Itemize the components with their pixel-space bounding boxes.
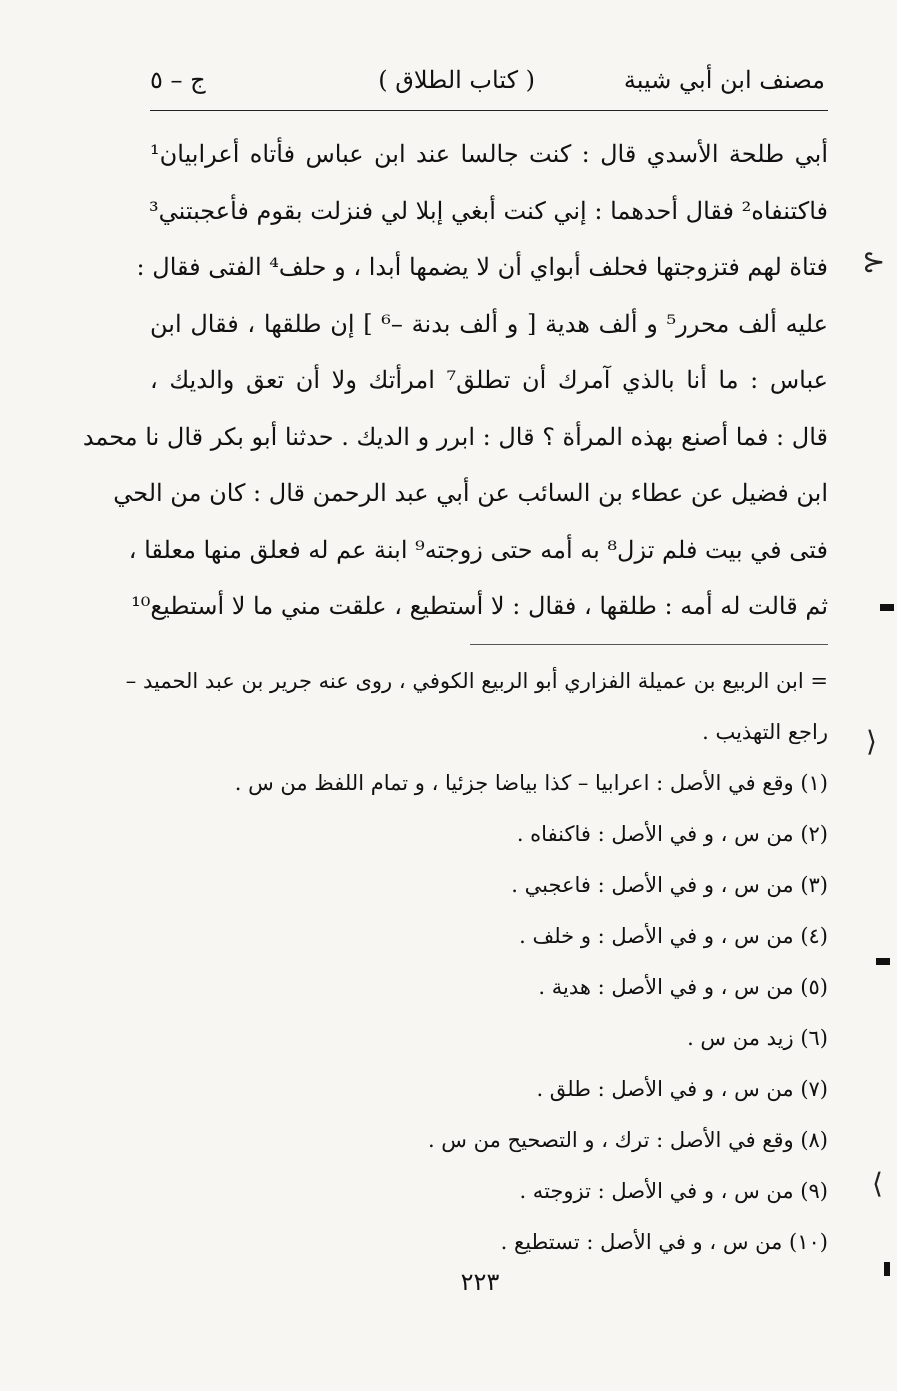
footnote-continuation: راجع التهذيب . xyxy=(702,720,828,744)
text-line: عليه ألف محرر⁵ و ألف هدية [ و ألف بدنة –⁶ ] إن طلقها ، فقال ابن xyxy=(150,309,828,338)
margin-mark-icon: ⟨ xyxy=(872,1167,883,1200)
text-line: أبي طلحة الأسدي قال : كنت جالسا عند ابن عباس فأتاه أعرابيان¹ xyxy=(150,140,828,168)
footnote-rule xyxy=(470,644,828,645)
running-header xyxy=(150,62,825,106)
text-line: فاكتنفاه² فقال أحدهما : إني كنت أبغي إبلا لي فنزلت بقوم فأعجبتني³ xyxy=(148,196,828,225)
footnote-item: (١٠) من س ، و في الأصل : تستطيع . xyxy=(500,1230,828,1254)
book-title: مصنف ابن أبي شيبة xyxy=(623,66,825,94)
text-line: فتى في بيت فلم تزل⁸ به أمه حتى زوجته⁹ ابنة عم له فعلق منها معلقا ، xyxy=(128,535,828,564)
margin-mark-icon: ⟩ xyxy=(866,725,877,758)
footnotes xyxy=(125,656,828,1268)
footnote-item: (٢) من س ، و في الأصل : فاكنفاه . xyxy=(516,822,828,846)
footnote-continuation: = ابن الربيع بن عميلة الفزاري أبو الربيع الكوفي ، روى عنه جرير بن عبد الحميد – xyxy=(125,669,828,693)
section-title: ( كتاب الطلاق ) xyxy=(378,66,535,94)
margin-mark-icon: ⊱ xyxy=(862,245,886,278)
header-rule xyxy=(150,110,828,111)
text-line: عباس : ما أنا بالذي آمرك أن تطلق⁷ امرأتك ولا أن تعق والديك ، xyxy=(150,366,829,394)
footnote-item: (٦) زيد من س . xyxy=(687,1026,828,1050)
footnote-item: (٧) من س ، و في الأصل : طلق . xyxy=(536,1077,828,1101)
footnote-item: (٣) من س ، و في الأصل : فاعجبي . xyxy=(511,873,828,897)
margin-bar-icon xyxy=(884,1262,890,1276)
main-text xyxy=(82,126,829,635)
volume-label: ج – ٥ xyxy=(150,66,206,94)
footnote-item: (٨) وقع في الأصل : ترك ، و التصحيح من س . xyxy=(427,1128,828,1152)
text-line: فتاة لهم فتزوجتها فحلف أبواي أن لا يضمها أبدا ، و حلف⁴ الفتى فقال : xyxy=(136,253,828,281)
margin-bar-icon xyxy=(880,604,894,611)
margin-bar-icon xyxy=(876,958,890,965)
text-line: قال : فما أصنع بهذه المرأة ؟ قال : ابرر و الديك . حدثنا أبو بكر قال نا محمد xyxy=(82,422,828,451)
text-line: ثم قالت له أمه : طلقها ، فقال : لا أستطيع ، علقت مني ما لا أستطيع¹⁰ xyxy=(131,592,828,620)
text-line: ابن فضيل عن عطاء بن السائب عن أبي عبد الرحمن قال : كان من الحي xyxy=(113,479,828,507)
page-number: ٢٢٣ xyxy=(460,1268,500,1296)
footnote-item: (٤) من س ، و في الأصل : و خلف . xyxy=(519,924,828,948)
footnote-item: (٩) من س ، و في الأصل : تزوجته . xyxy=(519,1179,828,1203)
footnote-item: (١) وقع في الأصل : اعرابيا – كذا بياضا جزئيا ، و تمام اللفظ من س . xyxy=(234,771,828,795)
footnote-item: (٥) من س ، و في الأصل : هدية . xyxy=(538,975,828,999)
